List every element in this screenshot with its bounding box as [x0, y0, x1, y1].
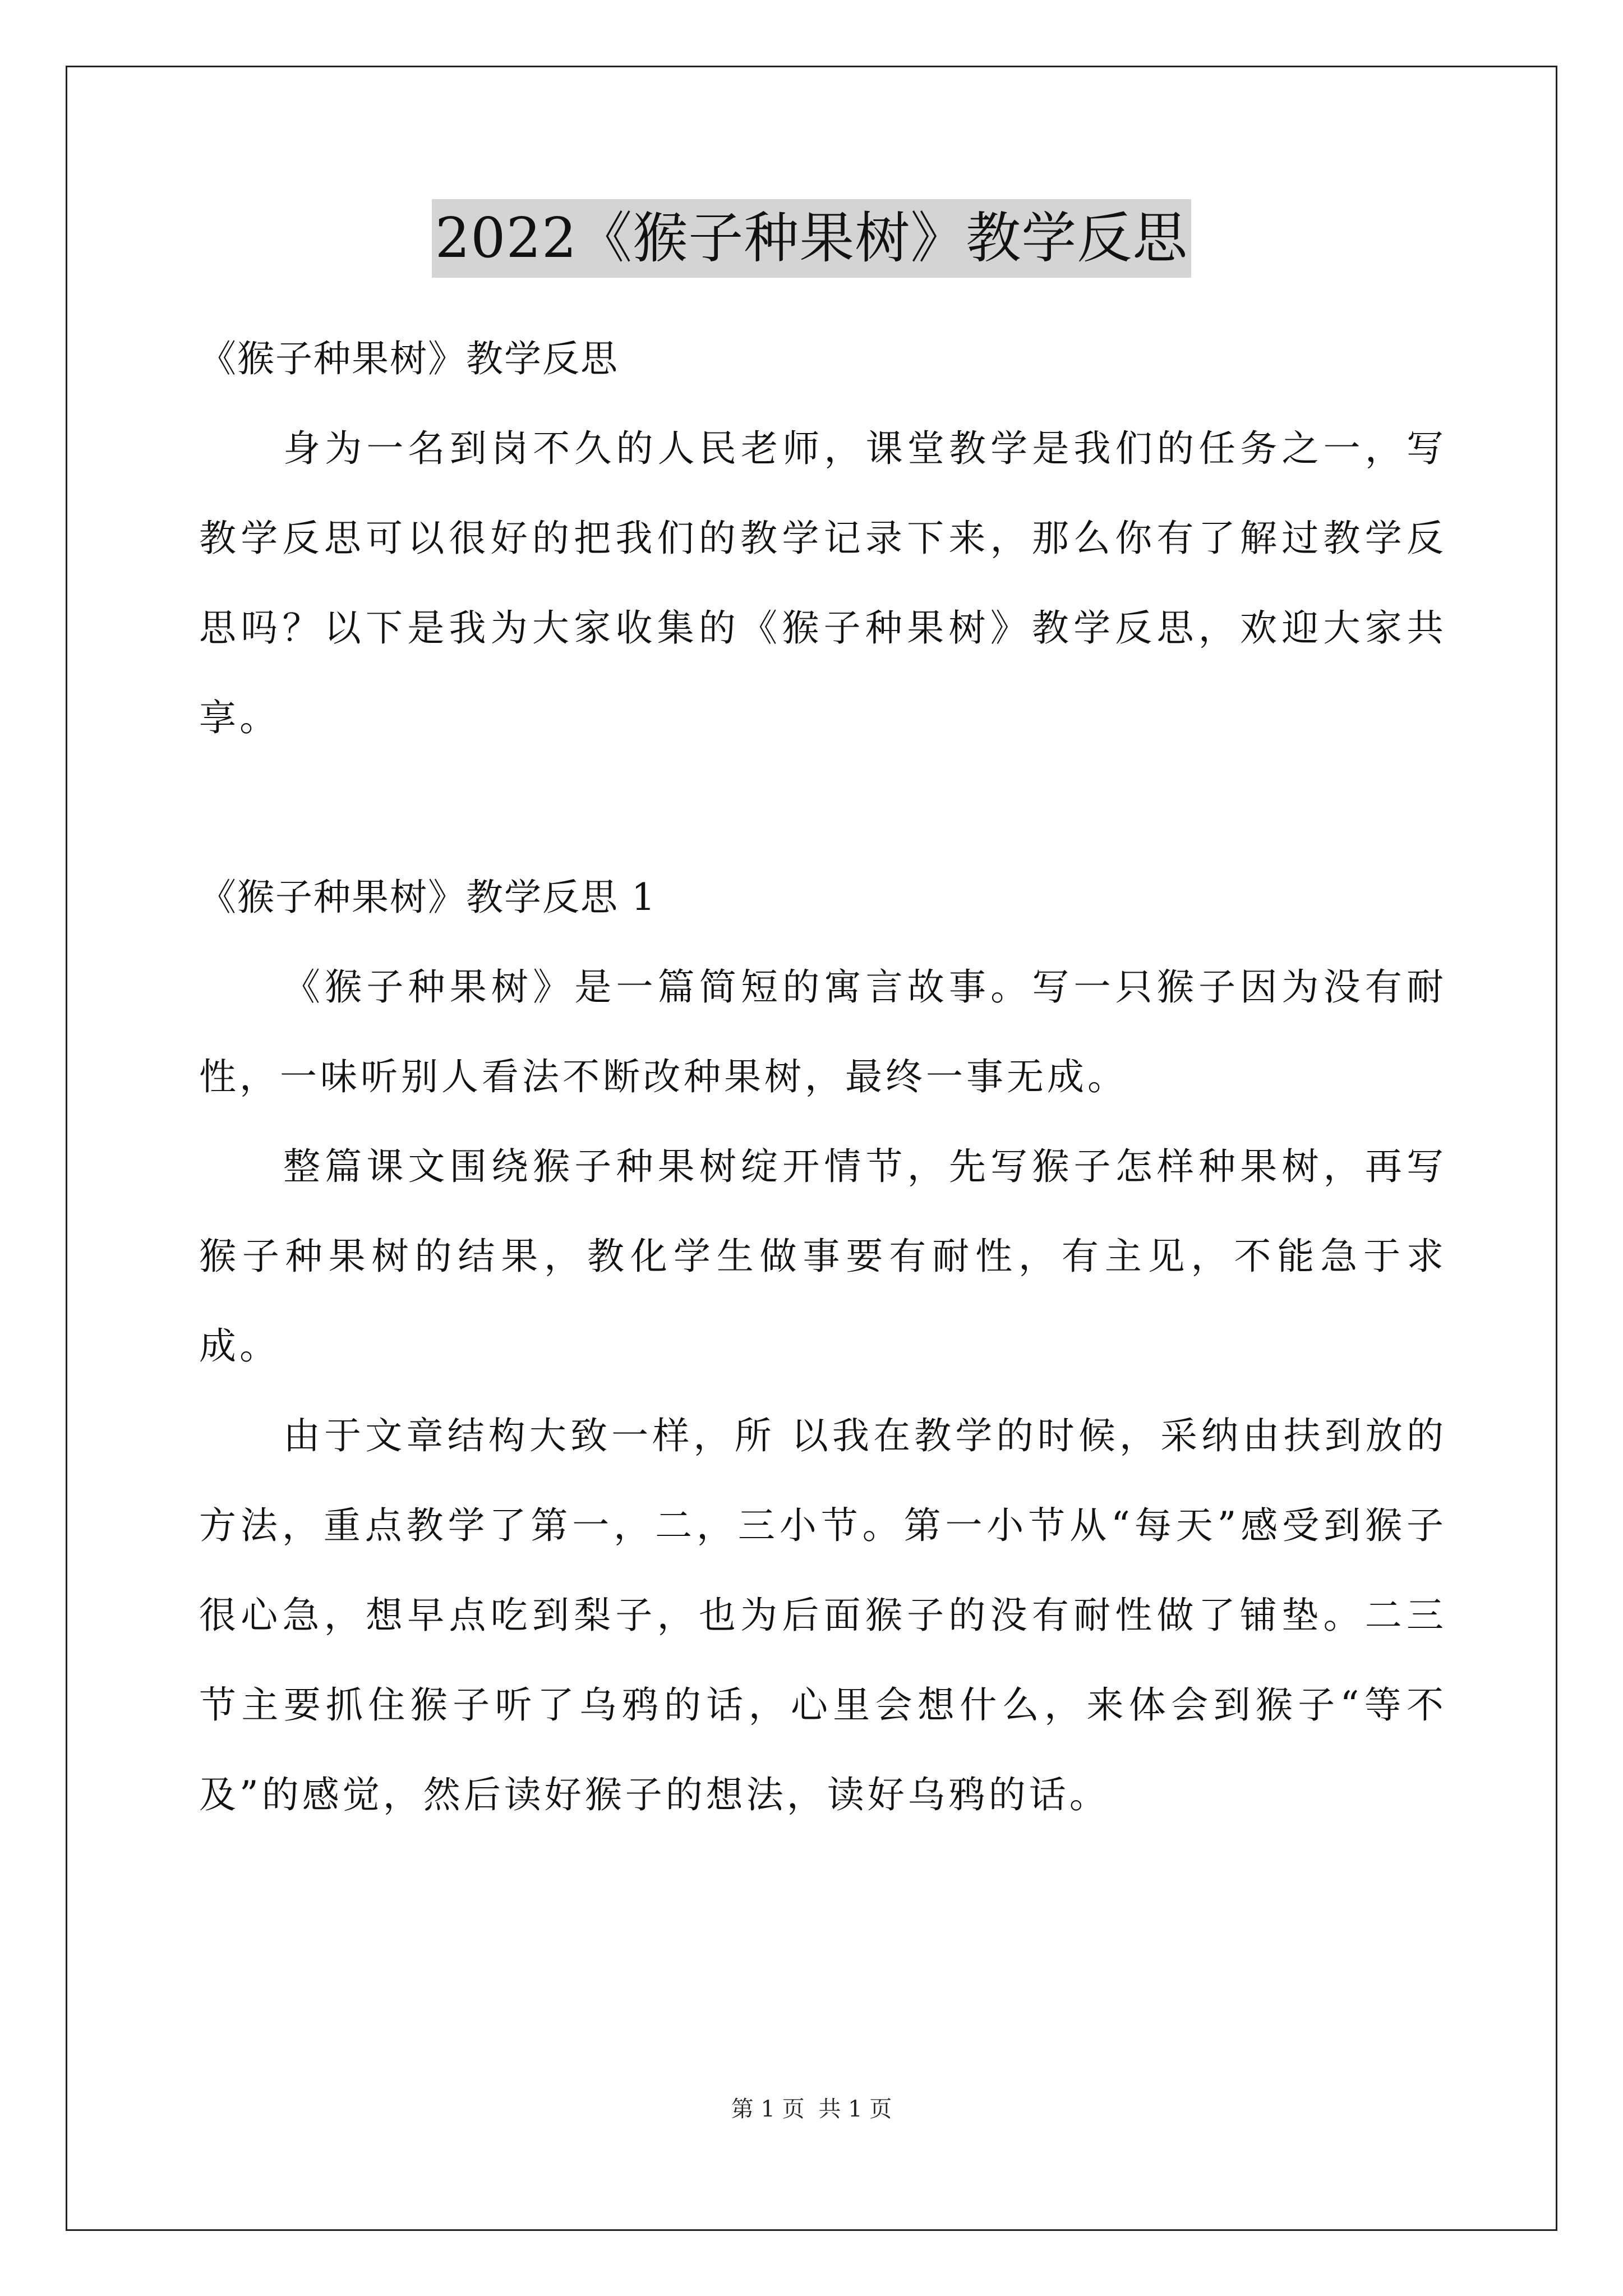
body-paragraph-2: 整篇课文围绕猴子种果树绽开情节，先写猴子怎样种果树，再写猴子种果树的结果，教化学生做事要有耐性，有主见，不能急于求成。 — [199, 1145, 1447, 1368]
document-body — [199, 314, 1447, 1840]
page-number-total: 共 1 页 — [818, 2096, 892, 2122]
section-heading: 《猴子种果树》教学反思 1 — [199, 876, 656, 919]
section-spacer — [199, 763, 1447, 853]
page-footer — [0, 2092, 1623, 2126]
body-paragraph-1: 《猴子种果树》是一篇简短的寓言故事。写一只猴子因为没有耐性，一味听别人看法不断改种果树，最终一事无成。 — [199, 965, 1447, 1098]
document-title: 2022《猴子种果树》教学反思 — [432, 199, 1191, 278]
title-wrapper — [0, 199, 1623, 278]
document-subtitle: 《猴子种果树》教学反思 — [199, 337, 619, 380]
page-number-current: 第 1 页 — [731, 2096, 805, 2122]
body-paragraph-3: 由于文章结构大致一样，所 以我在教学的时候，采纳由扶到放的方法，重点教学了第一，二，三小节。第一小节从“每天”感受到猴子很心急，想早点吃到梨子，也为后面猴子的没有耐性做了铺垫。二三节主要抓住猴子听了乌鸦的话，心里会想什么，来体会到猴子“等不及”的感觉，然后读好猴子的想法，读好乌鸦的话。 — [199, 1414, 1447, 1816]
intro-paragraph: 身为一名到岗不久的人民老师，课堂教学是我们的任务之一，写教学反思可以很好的把我们的教学记录下来，那么你有了解过教学反思吗？以下是我为大家收集的《猴子种果树》教学反思，欢迎大家共享。 — [199, 427, 1447, 739]
